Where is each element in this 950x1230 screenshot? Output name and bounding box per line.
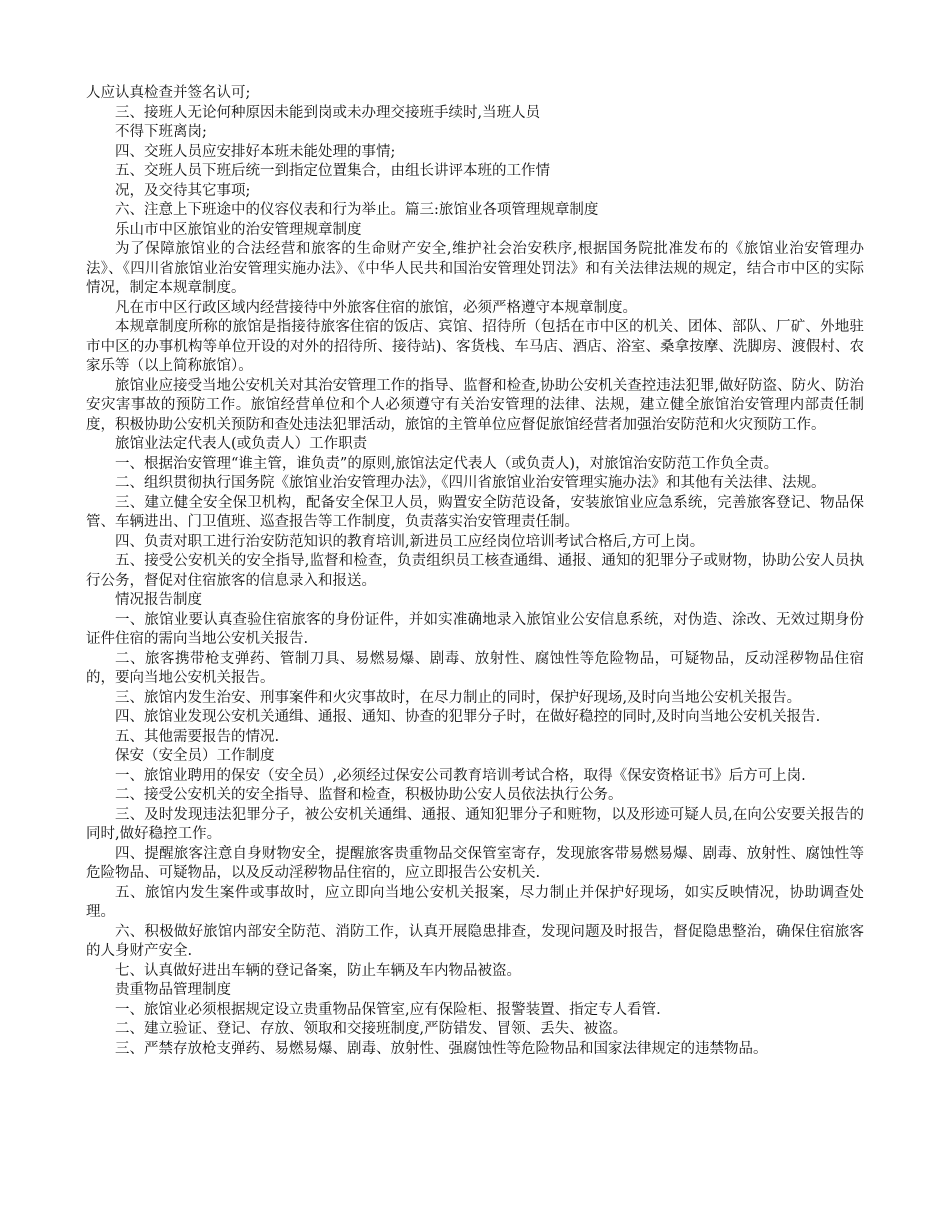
paragraph: 七、认真做好进出车辆的登记备案，防止车辆及车内物品被盗。 bbox=[115, 962, 521, 979]
section-heading: 旅馆业法定代表人(或负责人）工作职责 bbox=[115, 436, 368, 452]
paragraph: 四、提醒旅客注意自身财物安全，提醒旅客贵重物品交保管室寄存，发现旅客带易燃易爆、剧毒、放射性、腐蚀性等危险物品、可疑物品，以及反动淫秽物品住宿的，应立即报告公安机关. bbox=[86, 845, 864, 881]
paragraph: 一、旅馆业聘用的保安（安全员）,必须经过保安公司教育培训考试合格，取得《保安资格证书》后方可上岗. bbox=[115, 767, 806, 784]
paragraph: 二、旅客携带枪支弹药、管制刀具、易燃易爆、剧毒、放射性、腐蚀性等危险物品，可疑物品，反动淫秽物品住宿的，要向当地公安机关报告。 bbox=[86, 650, 864, 686]
paragraph: 五、旅馆内发生案件或事故时，应立即向当地公安机关报案，尽力制止并保护好现场，如实反映情况，协助调查处理。 bbox=[86, 884, 864, 920]
paragraph: 凡在市中区行政区域内经营接待中外旅客住宿的旅馆，必须严格遵守本规章制度。 bbox=[115, 299, 637, 316]
paragraph: 六、注意上下班途中的仪容仪表和行为举止。篇三:旅馆业各项管理规章制度 bbox=[115, 202, 599, 218]
section-heading: 情况报告制度 bbox=[115, 592, 202, 608]
paragraph: 不得下班离岗; bbox=[115, 124, 207, 140]
paragraph: 四、交班人员应安排好本班未能处理的事情; bbox=[115, 143, 396, 160]
paragraph: 四、负责对职工进行治安防范知识的教育培训,新进员工应经岗位培训考试合格后,方可上岗。 bbox=[115, 533, 705, 550]
section-heading: 贵重物品管理制度 bbox=[115, 982, 231, 998]
paragraph: 三、接班人无论何种原因未能到岗或未办理交接班手续时,当班人员 bbox=[115, 104, 541, 121]
paragraph: 为了保障旅馆业的合法经营和旅客的生命财产安全,维护社会治安秩序,根据国务院批准发布的《旅馆业治安管理办法》、《四川省旅馆业治安管理实施办法》、《中华人民共和国治安管理处罚法》和有关法律法规的规定，结合市中区的实际情况，制定本规章制度。 bbox=[86, 241, 864, 296]
paragraph: 二、组织贯彻执行国务院《旅馆业治安管理办法》，《四川省旅馆业治安管理实施办法》和其他有关法律、法规。 bbox=[115, 475, 826, 491]
document-body bbox=[86, 84, 864, 1059]
section-heading: 保安（安全员）工作制度 bbox=[115, 748, 275, 764]
paragraph: 况，及交待其它事项; bbox=[115, 182, 251, 199]
paragraph: 三、建立健全安全保卫机构，配备安全保卫人员，购置安全防范设备，安装旅馆业应急系统，完善旅客登记、物品保管、车辆进出、门卫值班、巡查报告等工作制度，负责落实治安管理责任制。 bbox=[86, 494, 864, 530]
paragraph: 五、交班人员下班后统一到指定位置集合，由组长讲评本班的工作情 bbox=[115, 163, 550, 179]
paragraph: 人应认真检查并签名认可; bbox=[86, 85, 251, 101]
paragraph: 一、旅馆业必须根据规定设立贵重物品保管室,应有保险柜、报警装置、指定专人看管. bbox=[115, 1001, 661, 1018]
paragraph: 三、及时发现违法犯罪分子，被公安机关通缉、通报、通知犯罪分子和赃物，以及形迹可疑人员,在向公安要关报告的同时,做好稳控工作。 bbox=[86, 806, 864, 842]
paragraph: 四、旅馆业发现公安机关通缉、通报、通知、协查的犯罪分子时，在做好稳控的同时,及时向当地公安机关报告. bbox=[115, 709, 821, 725]
paragraph: 五、其他需要报告的情况. bbox=[115, 728, 280, 745]
paragraph: 二、建立验证、登记、存放、领取和交接班制度,严防错发、冒领、丢失、被盗。 bbox=[115, 1021, 628, 1037]
paragraph: 五、接受公安机关的安全指导,监督和检查，负责组织员工核查通缉、通报、通知的犯罪分子或财物，协助公安人员执行公务，督促对住宿旅客的信息录入和报送。 bbox=[86, 553, 864, 589]
paragraph: 二、接受公安机关的安全指导、监督和检查，积极协助公安人员依法执行公务。 bbox=[115, 787, 623, 803]
paragraph: 三、严禁存放枪支弹药、易燃易爆、剧毒、放射性、强腐蚀性等危险物品和国家法律规定的违禁物品。 bbox=[115, 1040, 768, 1057]
paragraph: 六、积极做好旅馆内部安全防范、消防工作，认真开展隐患排查，发现问题及时报告，督促隐患整治，确保住宿旅客的人身财产安全. bbox=[86, 923, 864, 959]
paragraph: 旅馆业应接受当地公安机关对其治安管理工作的指导、监督和检查,协助公安机关查控违法犯罪,做好防盗、防火、防治安灾害事故的预防工作。旅馆经营单位和个人必须遵守有关治安管理的法律、法规，建立健全旅馆治安管理内部责任制度，积极协助公安机关预防和查处违法犯罪活动，旅馆的主管单位应督促旅馆经营者加强治安防范和火灾预防工作。 bbox=[86, 377, 864, 433]
section-heading: 乐山市中区旅馆业的治安管理规章制度 bbox=[115, 221, 362, 238]
paragraph: 一、根据治安管理“谁主管，谁负责”的原则,旅馆法定代表人（或负责人)，对旅馆治安防范工作负全责。 bbox=[115, 455, 779, 472]
paragraph: 三、旅馆内发生治安、刑事案件和火灾事故时，在尽力制止的同时，保护好现场,及时向当地公安机关报告。 bbox=[115, 689, 802, 706]
paragraph: 一、旅馆业要认真查验住宿旅客的身份证件，并如实准确地录入旅馆业公安信息系统，对伪造、涂改、无效过期身份证件住宿的需向当地公安机关报告. bbox=[86, 611, 864, 647]
paragraph: 本规章制度所称的旅馆是指接待旅客住宿的饭店、宾馆、招待所（包括在市中区的机关、团体、部队、厂矿、外地驻市中区的办事机构等单位开设的对外的招待所、接待站)、客货栈、车马店、酒店、浴室、桑拿按摩、洗脚房、渡假村、农家乐等（以上简称旅馆）。 bbox=[86, 319, 864, 374]
